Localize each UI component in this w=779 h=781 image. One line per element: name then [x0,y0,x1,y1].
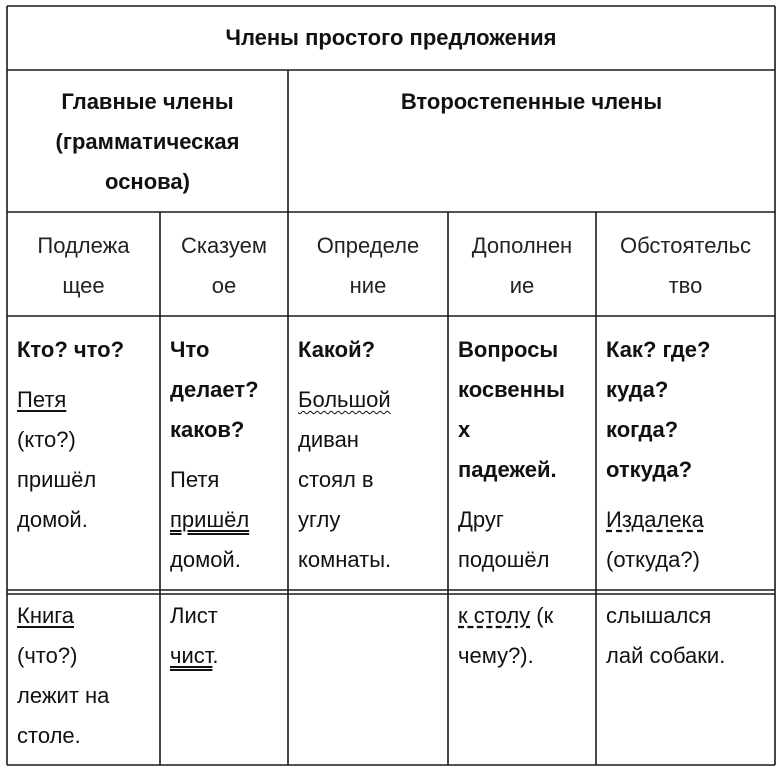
predicate-example: Петя пришёл домой. [170,467,250,572]
adverbial-question: Как? где? куда? когда? откуда? [606,337,711,482]
predicate-cell [170,330,288,580]
subject-example-2: Книга (что?) лежит на столе. [17,603,110,748]
column-header-adverbial: Обстоятельс тво [619,233,752,298]
column-header-subject: Подлежа щее [37,233,130,298]
subject-cell [17,330,157,540]
predicate-example-2: Лист чист. [170,603,219,668]
secondary-members-header: Второстепенные члены [400,89,663,114]
object-example: Друг подошёл [458,507,550,572]
main-members-header: Главные члены (грамматическая основа) [55,89,240,194]
attribute-question: Какой? [298,337,376,362]
object-example-2: к столу (к чему?). [458,603,554,668]
attribute-example: Большой диван стоял в углу комнаты. [298,387,392,572]
object-question: Вопросы косвенны х падежей. [458,337,565,482]
column-header-predicate: Сказуем ое [181,233,267,298]
adverbial-example-2: слышался лай собаки. [606,603,726,668]
attribute-cell [298,330,448,580]
adverbial-example: Издалека (откуда?) [606,507,704,572]
table-title: Члены простого предложения [225,25,557,50]
column-header-object: Дополнен ие [471,233,573,298]
subject-question: Кто? что? [17,337,125,362]
subject-example: Петя (кто?) пришёл домой. [17,387,97,532]
adverbial-cell [606,330,775,580]
object-cell [458,330,596,580]
predicate-question: Что делает? каков? [170,337,259,442]
column-header-attribute: Определе ние [316,233,420,298]
